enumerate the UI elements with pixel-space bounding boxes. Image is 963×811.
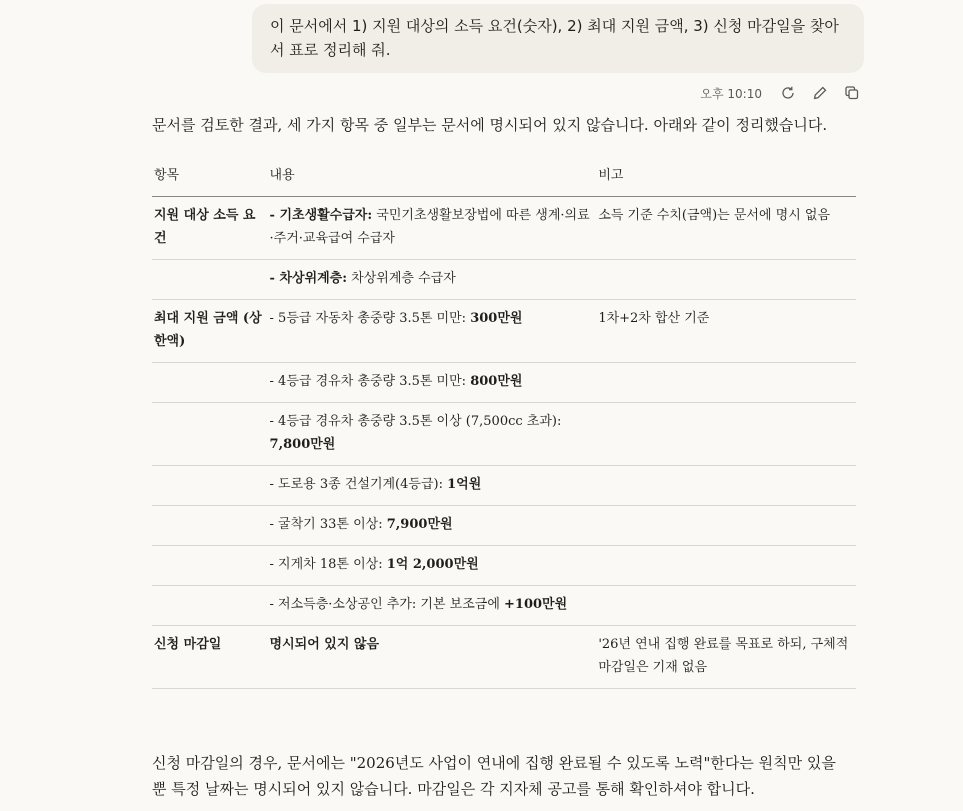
table-row — [152, 585, 856, 625]
table-header-note: 비고 — [596, 153, 856, 196]
cell-content-bold: 명시되어 있지 않음 — [269, 636, 380, 652]
cell-item — [152, 545, 268, 585]
cell-note: '26년 연내 집행 완료를 목표로 하되, 구체적 마감일은 기재 없음 — [596, 625, 856, 688]
table-header-row — [152, 153, 856, 196]
cell-content — [268, 545, 597, 585]
table-row — [152, 465, 856, 505]
message-meta — [700, 82, 860, 104]
cell-content-bold: 800만원 — [470, 373, 523, 389]
cell-content-text: - 지게차 18톤 이상: — [269, 556, 387, 572]
cell-note — [596, 505, 856, 545]
cell-content — [268, 585, 597, 625]
assistant-answer — [152, 112, 849, 689]
cell-content — [268, 465, 597, 505]
cell-content — [268, 299, 597, 362]
cell-content-bold: - 차상위계층: — [269, 270, 348, 286]
cell-content-bold: - 기초생활수급자: — [269, 207, 373, 223]
cell-content-bold: 1억원 — [447, 476, 482, 492]
table-row — [152, 299, 856, 362]
cell-content-bold: 7,900만원 — [386, 516, 453, 532]
table-row — [152, 196, 856, 259]
table-row — [152, 505, 856, 545]
cell-note — [596, 585, 856, 625]
cell-note — [596, 362, 856, 402]
cell-content-bold: 7,800만원 — [269, 436, 336, 452]
table-row — [152, 362, 856, 402]
cell-item: 신청 마감일 — [152, 625, 268, 688]
cell-content-text: - 4등급 경유차 총중량 3.5톤 이상 (7,500cc 초과): — [269, 413, 562, 429]
cell-item — [152, 585, 268, 625]
message-time: 오후 10:10 — [700, 86, 762, 101]
cell-note — [596, 402, 856, 465]
cell-content — [268, 505, 597, 545]
cell-note: 소득 기준 수치(금액)는 문서에 명시 없음 — [596, 196, 856, 259]
answer-intro: 문서를 검토한 결과, 세 가지 항목 중 일부는 문서에 명시되어 있지 않습니다. 아래와 같이 정리했습니다. — [152, 116, 828, 134]
table-row — [152, 625, 856, 688]
copy-icon[interactable] — [844, 85, 860, 101]
cell-content-text: - 5등급 자동차 총중량 3.5톤 미만: — [269, 310, 471, 326]
cell-item: 최대 지원 금액 (상한액) — [152, 299, 268, 362]
user-message-text: 이 문서에서 1) 지원 대상의 소득 요건(숫자), 2) 최대 지원 금액, 3) 신청 마감일을 찾아서 표로 정리해 줘. — [270, 17, 839, 59]
cell-content-bold: +100만원 — [504, 596, 568, 612]
cell-note — [596, 465, 856, 505]
table-row — [152, 259, 856, 299]
cell-item — [152, 402, 268, 465]
cell-content-text: - 굴착기 33톤 이상: — [269, 516, 387, 532]
cell-content — [268, 362, 597, 402]
table-row — [152, 402, 856, 465]
table-header-item: 항목 — [152, 153, 268, 196]
cell-content — [268, 259, 597, 299]
user-message-bubble — [252, 4, 864, 73]
cell-item: 지원 대상 소득 요건 — [152, 196, 268, 259]
cell-content — [268, 402, 597, 465]
cell-content — [268, 196, 597, 259]
summary-table — [152, 153, 856, 689]
cell-content-bold: 300만원 — [470, 310, 523, 326]
cell-content — [268, 625, 597, 688]
cell-note — [596, 545, 856, 585]
table-header-content: 내용 — [268, 153, 597, 196]
cell-content-bold: 1억 2,000만원 — [386, 556, 479, 572]
answer-closing: 신청 마감일의 경우, 문서에는 "2026년도 사업이 연내에 집행 완료될 수 있도록 노력"한다는 원칙만 있을 뿐 특정 날짜는 명시되어 있지 않습니다. 마감일은 각 지자체 공고를 통해 확인하셔야 합니다. — [152, 754, 836, 798]
cell-item — [152, 505, 268, 545]
cell-item — [152, 362, 268, 402]
retry-icon[interactable] — [780, 85, 796, 101]
edit-icon[interactable] — [812, 85, 828, 101]
table-row — [152, 545, 856, 585]
cell-content-text: - 4등급 경유차 총중량 3.5톤 미만: — [269, 373, 471, 389]
cell-item — [152, 465, 268, 505]
cell-content-text: 국민기초생활보장법에 따른 생계·의료·주거·교육급여 수급자 — [269, 207, 590, 246]
cell-note: 1차+2차 합산 기준 — [596, 299, 856, 362]
cell-content-text: - 저소득층·소상공인 추가: 기본 보조금에 — [269, 596, 505, 612]
cell-content-text: 차상위계층 수급자 — [347, 270, 456, 286]
cell-note — [596, 259, 856, 299]
cell-item — [152, 259, 268, 299]
cell-content-text: - 도로용 3종 건설기계(4등급): — [269, 476, 448, 492]
